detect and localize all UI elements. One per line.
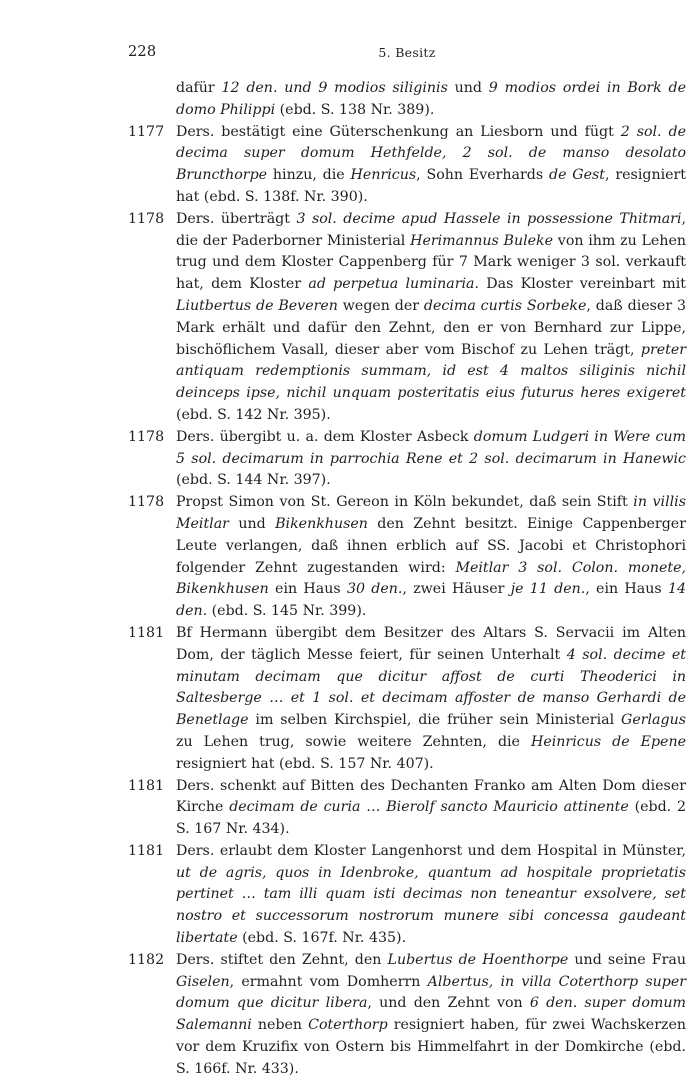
entry-text-segment: und <box>447 80 489 96</box>
running-head: 5. Besitz <box>378 45 436 60</box>
entry-text-segment: Ders. bestätigt eine Güterschenkung an Liesborn und fügt <box>176 123 621 140</box>
latin-quote: 12 den. und 9 modios siliginis <box>221 80 448 96</box>
entry-text-segment: ein Haus <box>268 581 347 598</box>
entry <box>128 841 686 950</box>
latin-quote: Giselen <box>176 973 230 990</box>
latin-quote: decimam de curia … Bierolf sancto Mauricio attinente <box>229 799 629 816</box>
latin-quote: 4 sol. decime et minutam decimam que dicitur affost de curti Theoderici in Saltesberge … et 1 sol. et decimam affoster de manso Gerhardi de Benetlage <box>176 646 686 729</box>
latin-quote: Herimannus Buleke <box>410 232 554 249</box>
entry-text-segment: Ders. überträgt <box>176 210 297 227</box>
entry-text-segment: , ein Haus <box>585 581 668 598</box>
entry-text-segment: Bf Hermann übergibt dem Besitzer des Altars S. Servacii im Alten Dom, der täglich Messe feiert, für seinen Unterhalt <box>176 624 686 663</box>
latin-quote: de Gest <box>548 167 606 184</box>
entry-text-segment: Ders. übergibt u. a. dem Kloster Asbeck <box>176 428 474 445</box>
entry-year: 1178 <box>128 494 165 511</box>
latin-quote: ad perpetua luminaria <box>308 276 475 293</box>
latin-quote: domum Ludgeri in Were cum 5 sol. decimarum in parrochia Rene et 2 sol. decimarum in Hanewic <box>176 428 686 467</box>
entry-text-segment: dafür <box>176 80 222 96</box>
latin-quote: Liutbertus de Beveren <box>176 297 338 314</box>
latin-quote: je 11 den. <box>510 581 586 598</box>
latin-quote: Gerlagus <box>620 712 686 729</box>
entry-text <box>176 209 686 427</box>
latin-quote: 3 sol. decime apud Hassele in possessione Thitmari <box>296 210 682 227</box>
entry-text-segment: (ebd. S. 142 Nr. 395). <box>176 406 331 423</box>
latin-quote: Albertus, in villa Coterthorp super domum que dicitur libera <box>176 973 686 1012</box>
entry-text <box>176 841 686 950</box>
latin-quote: 14 den. <box>176 581 686 620</box>
page-header <box>128 44 686 64</box>
entry <box>128 623 686 776</box>
latin-quote: preter antiquam redemptionis summam, id est 4 maltos siliginis nichil deinceps ipse, nichil unquam posteritatis eius futurus heres exigeret <box>176 341 686 402</box>
entry-text-segment: resigniert haben, für zwei Wachskerzen vor dem Kruzifix von Ostern bis Himmelfahrt in der Domkirche (ebd. S. 166f. Nr. 433). <box>176 1017 686 1077</box>
entry-text-segment: von ihm zu Lehen trug und dem Kloster Cappenberg für 7 Mark weniger 3 sol. verkauft hat, dem Kloster <box>176 232 686 293</box>
latin-quote: Meitlar 3 sol. Colon. monete, Bikenkhusen <box>176 559 686 598</box>
entry-text-segment: resigniert hat (ebd. S. 157 Nr. 407). <box>176 755 434 772</box>
entry-text-segment: neben <box>251 1017 309 1034</box>
entry-text-segment: im selben Kirchspiel, die früher sein Ministerial <box>248 712 621 729</box>
entry-text <box>176 427 686 492</box>
latin-quote: Bikenkhusen <box>275 515 368 532</box>
entry <box>128 950 686 1081</box>
entry <box>128 492 686 623</box>
entry-text-segment: , daß dieser 3 Mark erhält und dafür den Zehnt, den er von Bernhard zur Lippe, bischöflichem Vasall, dieser aber vom Bischof zu Lehen trägt, <box>176 297 686 358</box>
entry-text-segment: , Sohn Everhards <box>416 167 549 184</box>
entry <box>128 427 686 492</box>
latin-quote: 6 den. super domum Salemanni <box>176 995 686 1034</box>
entry-year: 1181 <box>128 842 165 859</box>
latin-quote: Coterthorp <box>308 1017 388 1034</box>
latin-quote: in villis Meitlar <box>176 494 686 532</box>
entry-text-segment: hinzu, die <box>267 167 351 184</box>
entry-year: 1181 <box>128 624 165 641</box>
entry-text-segment: Propst Simon von St. Gereon in Köln bekundet, daß sein Stift <box>176 494 634 511</box>
entry <box>128 78 686 122</box>
entry-text <box>176 776 686 841</box>
entry-text <box>176 623 686 776</box>
entry <box>128 776 686 841</box>
entry-text <box>176 122 686 209</box>
entry-text-segment: Ders. stiftet den Zehnt, den <box>176 951 388 968</box>
page-number: 228 <box>128 44 157 60</box>
entry-text-segment: . Das Kloster vereinbart mit <box>474 276 687 293</box>
entry-text-segment: , und den Zehnt von <box>367 995 530 1012</box>
entry-year: 1178 <box>128 428 165 445</box>
entry-text-segment: , die der Paderborner Ministerial <box>176 210 686 249</box>
entry-text-segment: (ebd. S. 167f. Nr. 435). <box>237 930 407 947</box>
entry-text <box>176 492 686 623</box>
entry <box>128 122 686 209</box>
entry-text <box>176 950 686 1081</box>
entry-text-segment: zu Lehen trug, sowie weitere Zehnten, die <box>176 733 531 750</box>
entry <box>128 209 686 427</box>
entry-text-segment: (ebd. 2 S. 167 Nr. 434). <box>176 799 686 838</box>
latin-quote: Heinricus de Epene <box>530 733 686 750</box>
latin-quote: ut de agris, quos in Idenbroke, quantum ad hospitale proprietatis pertinet … tam illi quam isti decimas non teneantur exsolvere, set nostro et successorum nostrorum munere sibi concessa gaudeant libertate <box>176 864 686 947</box>
entry-text-segment: und <box>228 515 276 532</box>
entry-text-segment: (ebd. S. 145 Nr. 399). <box>207 603 367 620</box>
entry-text-segment: wegen der <box>337 297 424 314</box>
latin-quote: Lubertus de Hoenthorpe <box>387 951 569 968</box>
entry-text-segment: (ebd. S. 144 Nr. 397). <box>176 472 331 489</box>
entry-text-segment: Ders. schenkt auf Bitten des Dechanten Franko am Alten Dom dieser Kirche <box>176 777 686 816</box>
entry-text <box>176 78 686 122</box>
entry-text-segment: Ders. erlaubt dem Kloster Langenhorst und dem Hospital in Münster, <box>176 842 686 859</box>
entry-text-segment: , ermahnt vom Domherrn <box>229 973 428 990</box>
entry-year: 1181 <box>128 777 165 794</box>
entry-year: 1182 <box>128 951 165 968</box>
latin-quote: 9 modios ordei in Bork de domo Philippi <box>176 80 686 118</box>
entry-text-segment: , zwei Häuser <box>402 581 511 598</box>
entry-text-segment: , resigniert hat (ebd. S. 138f. Nr. 390). <box>176 167 686 205</box>
entry-year: 1178 <box>128 210 165 227</box>
latin-quote: decima curtis Sorbeke <box>423 297 587 314</box>
entry-year: 1177 <box>128 123 165 140</box>
entry-text-segment: den Zehnt besitzt. Einige Cappenberger Leute verlangen, daß ihnen erblich auf SS. Jacobi et Christophori folgender Zehnt zugestanden wird: <box>176 515 686 576</box>
entry-text-segment: (ebd. S. 138 Nr. 389). <box>275 101 435 118</box>
latin-quote: 30 den. <box>346 581 403 598</box>
entry-text-segment: und seine Frau <box>568 951 687 968</box>
entry-list <box>128 78 686 1081</box>
latin-quote: 2 sol. de decima super domum Hethfelde, 2 sol. de manso desolato Bruncthorpe <box>176 123 686 184</box>
latin-quote: Henricus <box>350 167 417 184</box>
